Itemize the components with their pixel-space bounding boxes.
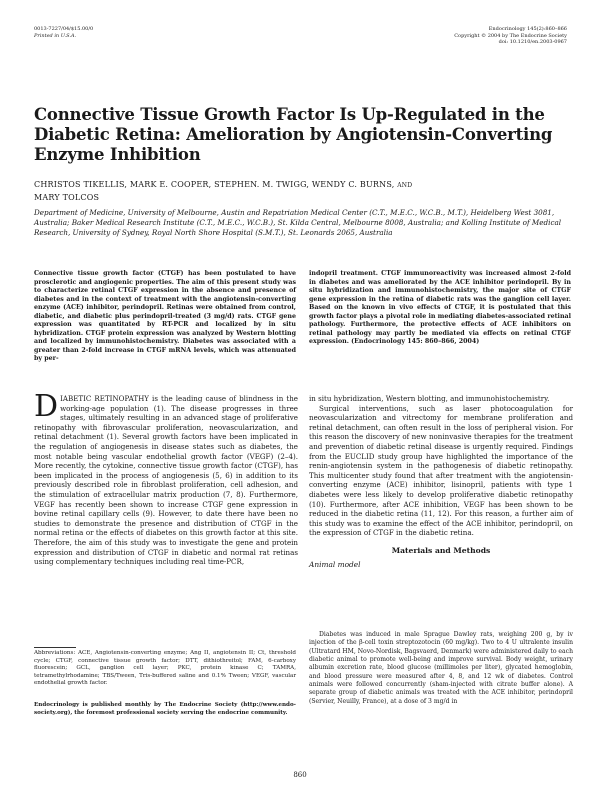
printed-line: Printed in U.S.A. (34, 32, 77, 39)
authors-line-1: CHRISTOS TIKELLIS, MARK E. COOPER, STEPHEN. M. TWIGG, WENDY C. BURNS, (34, 180, 395, 189)
body-right-column (309, 394, 573, 574)
footnote-rule (34, 647, 76, 648)
authors-line-2: MARY TOLCOS (34, 193, 100, 202)
abbreviations-footnote: Abbreviations: ACE, Angiotensin-converting enzyme; Ang II, angiotensin II; Ct, threshold cycle; CTGF, connective tissue growth factor; DTT, dithiothreitol; FAM, 6-carboxy fluorescein; GCL, ganglion cell layer; PKC, protein kinase C; TAMRA, tetramethylrhodamine; TBS/Tween, Tris-buffered saline and 0.1% Tween; VEGF, vascular endothelial growth factor. (34, 650, 296, 687)
abstract-right-column: indopril treatment. CTGF immunoreactivity was increased almost 2-fold in diabetes and was ameliorated by the ACE inhibitor perindopril. By in situ hybridization and immunohistochemistry, the major site of CTGF gene expression in the retina of diabetic rats was the ganglion cell layer. Based on the known in vivo effects of CTGF, it is postulated that this growth factor plays a pivotal role in mediating diabetes-associated retinal pathology. Furthermore, the protective effects of ACE inhibitors on retinal pathology may partly be mediated via effects on retinal CTGF expression. (Endocrinology 145: 860–866, 2004) (309, 270, 571, 346)
section-heading: Materials and Methods (391, 545, 491, 555)
affiliations: Department of Medicine, University of Melbourne, Austin and Repatriation Medical Center (C.T., M.E.C., W.C.B., M.T.), Heidelberg West 3081, Australia; Baker Medical Research Institute (C.T., M.E.C., W.C.B.), St. Kilda Central, Melbourne 8008, Australia; and Kolling Institute of Medical Research, University of Sydney, Royal North Shore Hospital (S.M.T.), St. Leonards 2065, Australia (34, 208, 562, 237)
surgical-paragraph: Surgical interventions, such as laser photocoagulation for neovascularization and vitrectomy for membrane proliferation and retinal detachment, can often result in the loss of peripheral vision. For this reason the discovery of new noninvasive therapies for the treatment and prevention of diabetic retinal disease is urgently required. Findings from the EUCLID study group have highlighted the importance of the renin-angiotensin system in the pathogenesis of diabetic retinopathy. This multicenter study found that after treatment with the angiotensin-converting enzyme (ACE) inhibitor, lisinopril, patients with type 1 diabetes were less likely to develop proliferative diabetic retinopathy (10). Furthermore, after ACE inhibition, VEGF has been shown to be reduced in the diabetic retina (11, 12). For this reason, a further aim of this study was to examine the effect of the ACE inhibitor, perindopril, on the expression of CTGF in the diabetic retina. (309, 403, 573, 538)
publisher-footnote: Endocrinology is published monthly by The Endocrine Society (http://www.endo-society.org), the foremost professional society serving the endocrine community. (34, 702, 296, 716)
issn-line: 0013-7227/04/$15.00/0 (34, 26, 94, 32)
intro-text: is the leading cause of blindness in the working-age population (1). The disease progresses in three stages, ultimately resulting in an advanced stage of proliferative retinopathy with fibrovascular proliferation, neovascularization, and retinal detachment (1). Several growth factors have been implicated in the regulation of angiogenesis in disease states such as diabetes, the most notable being vascular endothelial growth factor (VEGF) (2–4). More recently, the cytokine, connective tissue growth factor (CTGF), has been implicated in the process of angiogenesis (5, 6) in addition to its previously described role in fibroblast proliferation, cell adhesion, and the stimulation of extracellular matrix production (7, 8). Furthermore, VEGF has recently been shown to increase CTGF gene expression in bovine retinal capillary cells (9). However, to date there have been no studies to demonstrate the presence and distribution of CTGF in the normal retina or the effects of diabetes on this growth factor at this site. Therefore, the aim of this study was to investigate the gene and protein expression and distribution of CTGF in diabetic and normal rat retinas using complementary techniques including real time-PCR, (34, 394, 298, 567)
author-list (34, 179, 564, 204)
intro-lead: IABETIC RETINOPATHY (60, 394, 149, 403)
drop-cap: D (34, 389, 59, 424)
intro-paragraph (34, 389, 298, 567)
body-left-column (34, 389, 298, 567)
continued-paragraph: in situ hybridization, Western blotting, and immunohistochemistry. (309, 394, 550, 403)
copyright-line: Copyright © 2004 by The Endocrine Society (454, 32, 567, 39)
header-left (34, 26, 93, 39)
subsection-heading: Animal model (309, 559, 361, 569)
abstract-left-column: Connective tissue growth factor (CTGF) has been postulated to have prosclerotic and angiogenic properties. The aim of this present study was to characterize retinal CTGF expression in the absence and presence of diabetes and in the context of treatment with the angiotensin-converting enzyme (ACE) inhibitor, perindopril. Retinas were obtained from control, diabetic, and diabetic plus perindopril-treated (3 mg/d) rats. CTGF gene expression was quantitated by RT-PCR and localized by in situ hybridization. CTGF protein expression was analyzed by Western blotting and localized by immunohistochemistry. Diabetes was associated with a greater than 2-fold increase in CTGF mRNA levels, which was attenuated by per- (34, 270, 296, 363)
article-title: Connective Tissue Growth Factor Is Up-Regulated in the Diabetic Retina: Amelioration by Angiotensin-Converting Enzyme Inhibition (34, 105, 553, 164)
header-right (454, 26, 567, 46)
methods-paragraph: Diabetes was induced in male Sprague Dawley rats, weighing 200 g, by iv injection of the β-cell toxin streptozotocin (60 mg/kg). Two to 4 U ultralente insulin (Ultratard HM, Novo-Nordisk, Bagsvaerd, Denmark) were administered daily to each diabetic animal to promote well-being and improve survival. Body weight, urinary albumin excretion rate, blood glucose (millimoles per liter), glycated hemoglobin, and blood pressure were measured after 4, 8, and 12 wk of diabetes. Control animals were followed concurrently (sham-injected with citrate buffer alone). A separate group of diabetic animals was treated with the ACE inhibitor, perindopril (Servier, Neuilly, France), at a dose of 3 mg/d in (309, 631, 573, 705)
page-number: 860 (293, 771, 307, 779)
journal-citation: Endocrinology 145(2):860–866 (488, 26, 567, 32)
doi-line: doi: 10.1210/en.2003-0967 (498, 39, 567, 45)
authors-and: AND (397, 182, 413, 189)
